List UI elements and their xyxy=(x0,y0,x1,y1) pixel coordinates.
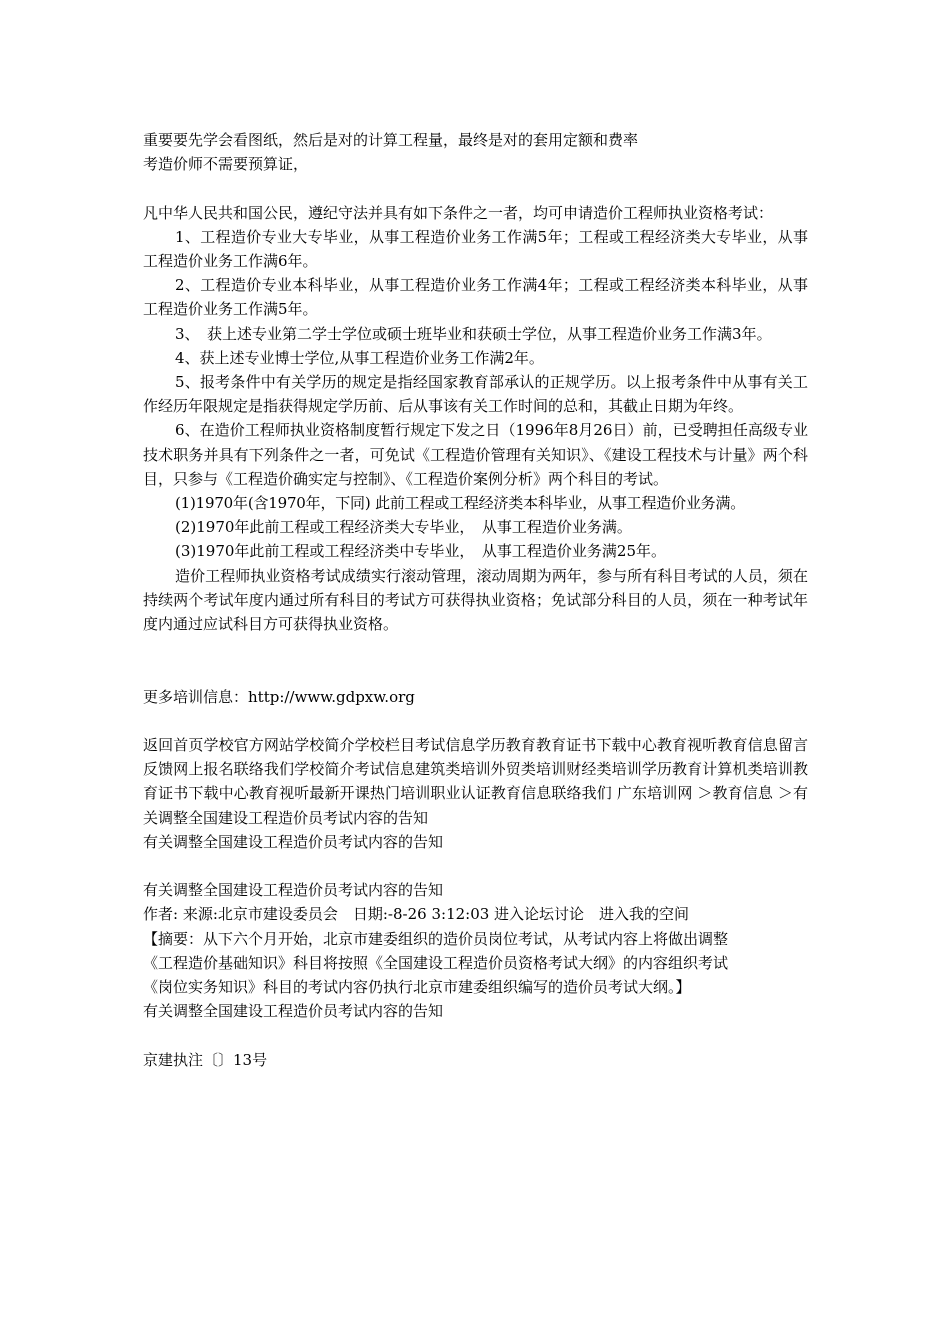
more-info-link[interactable]: 更多培训信息：http://www.gdpxw.org xyxy=(143,687,415,706)
article-body-title: 有关调整全国建设工程造价员考试内容的告知 xyxy=(143,1002,444,1021)
spacer xyxy=(143,176,808,200)
article-abstract-line-2: 《工程造价基础知识》科目将按照《全国建设工程造价员资格考试大纲》的内容组织考试 xyxy=(143,953,729,972)
spacer xyxy=(143,854,808,878)
eligibility-sub-item-1: (1)1970年(含1970年，下同) 此前工程或工程经济类本科毕业，从事工程造价业务满。 xyxy=(175,494,746,513)
article-title: 有关调整全国建设工程造价员考试内容的告知 xyxy=(143,881,444,900)
eligibility-item-3: 3、 获上述专业第二学士学位或硕士班毕业和获硕士学位，从事工程造价业务工作满3年。 xyxy=(175,324,772,343)
spacer xyxy=(143,709,808,733)
intro-line-2: 考造价师不需要预算证， xyxy=(143,155,309,174)
eligibility-item-5: 5、报考条件中有关学历的规定是指经国家教育部承认的正规学历。以上报考条件中从事有关工作经历年限规定是指获得规定学历前、后从事该有关工作时间的总和，其截止日期为年终。 xyxy=(143,373,808,416)
rolling-management-paragraph: 造价工程师执业资格考试成绩实行滚动管理，滚动周期为两年，参与所有科目考试的人员，须在持续两个考试年度内通过所有科目的考试方可获得执业资格；免试部分科目的人员，须在一种考试年度内通过应试科目方可获得执业资格。 xyxy=(143,566,808,634)
document-page xyxy=(143,128,808,1072)
nav-links[interactable]: 返回首页学校官方网站学校简介学校栏目考试信息学历教育教育证书下载中心教育视听教育信息留言反馈网上报名联络我们学校简介考试信息建筑类培训外贸类培训财经类培训学历教育计算机类培训教育证书下载中心教育视听最新开课热门培训职业认证教育信息联络我们 xyxy=(143,736,808,803)
eligibility-item-4: 4、获上述专业博士学位,从事工程造价业务工作满2年。 xyxy=(175,348,544,367)
page-title: 有关调整全国建设工程造价员考试内容的告知 xyxy=(143,832,444,851)
eligibility-sub-item-2: (2)1970年此前工程或工程经济类大专毕业， 从事工程造价业务满。 xyxy=(175,518,632,537)
article-abstract-line-1: 【摘要：从下六个月开始，北京市建委组织的造价员岗位考试，从考试内容上将做出调整 xyxy=(143,929,729,948)
eligibility-item-1: 1、工程造价专业大专毕业，从事工程造价业务工作满5年；工程或工程经济类大专毕业，从事工程造价业务工作满6年。 xyxy=(143,227,808,270)
spacer xyxy=(143,1023,808,1047)
article-meta: 作者: 来源:北京市建设委员会 日期:-8-26 3:12:03 进入论坛讨论 进入我的空间 xyxy=(143,905,690,924)
breadcrumb[interactable]: 广东培训网 ＞教育信息 ＞有关调整全国建设工程造价员考试内容的告知 xyxy=(143,784,808,827)
eligibility-lead: 凡中华人民共和国公民，遵纪守法并具有如下条件之一者，均可申请造价工程师执业资格考试： xyxy=(143,203,774,222)
intro-line-1: 重要要先学会看图纸，然后是对的计算工程量，最终是对的套用定额和费率 xyxy=(143,131,639,149)
eligibility-item-6: 6、在造价工程师执业资格制度暂行规定下发之日（1996年8月26日）前，已受聘担任高级专业技术职务并具有下列条件之一者，可免试《工程造价管理有关知识》、《建设工程技术与计量》两个科目，只参与《工程造价确实定与控制》、《工程造价案例分析》两个科目的考试。 xyxy=(143,421,808,488)
eligibility-item-2: 2、工程造价专业本科毕业，从事工程造价业务工作满4年；工程或工程经济类本科毕业，从事工程造价业务工作满5年。 xyxy=(143,276,808,319)
spacer xyxy=(143,636,808,684)
article-abstract-line-3: 《岗位实务知识》科目的考试内容仍执行北京市建委组织编写的造价员考试大纲。】 xyxy=(143,978,691,997)
eligibility-sub-item-3: (3)1970年此前工程或工程经济类中专毕业， 从事工程造价业务满25年。 xyxy=(175,542,667,561)
site-navigation[interactable] xyxy=(143,733,808,830)
document-number: 京建执注〔〕13号 xyxy=(143,1050,268,1069)
